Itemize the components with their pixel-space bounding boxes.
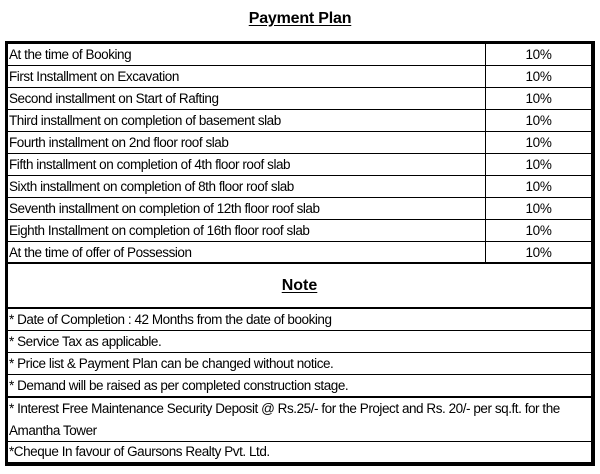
table-row [8,132,591,154]
table-row [8,110,591,132]
percent-cell: 10% [525,223,552,238]
percent-cell: 10% [525,157,552,172]
percent-cell: 10% [525,113,552,128]
percent-cell: 10% [525,91,552,106]
percent-cell: 10% [525,201,552,216]
note-item: * Service Tax as applicable. [8,331,591,353]
percent-cell: 10% [525,135,552,150]
note-item: * Demand will be raised as per completed construction stage. [8,375,591,398]
note-item: * Interest Free Maintenance Security Deposit @ Rs.25/- for the Project and Rs. 20/- per sq.ft. for the Amantha Tower [8,398,591,442]
table-row [8,88,591,110]
note-heading-text: Note [281,277,318,294]
stage-cell: At the time of offer of Possession [8,242,486,262]
stage-cell: Eighth Installment on completion of 16th floor roof slab [8,220,486,241]
table-row [8,220,591,242]
table-row [8,154,591,176]
stage-cell: Fifth installment on completion of 4th floor roof slab [8,154,486,175]
stage-cell: Third installment on completion of basement slab [8,110,486,131]
percent-cell: 10% [525,47,552,62]
percent-cell: 10% [525,245,552,260]
note-heading [8,265,591,309]
stage-cell: At the time of Booking [8,44,486,65]
percent-cell: 10% [525,179,552,194]
table-row [8,66,591,88]
table-row [8,176,591,198]
note-item: *Cheque In favour of Gaursons Realty Pvt. Ltd. [9,444,270,459]
note-item: * Date of Completion : 42 Months from the date of booking [8,309,591,331]
stage-cell: Second installment on Start of Rafting [8,88,486,109]
stage-cell: First Installment on Excavation [8,66,486,87]
table-row [8,198,591,220]
page-title [0,9,600,29]
stage-cell: Seventh installment on completion of 12th floor roof slab [8,198,486,219]
page-title-text: Payment Plan [248,10,352,27]
payment-plan-table [5,41,595,466]
stage-cell: Fourth installment on 2nd floor roof slab [8,132,486,153]
percent-cell: 10% [525,69,552,84]
note-item: * Price list & Payment Plan can be changed without notice. [8,353,591,375]
table-row [8,242,591,264]
stage-cell: Sixth installment on completion of 8th floor roof slab [8,176,486,197]
table-row [8,44,591,66]
